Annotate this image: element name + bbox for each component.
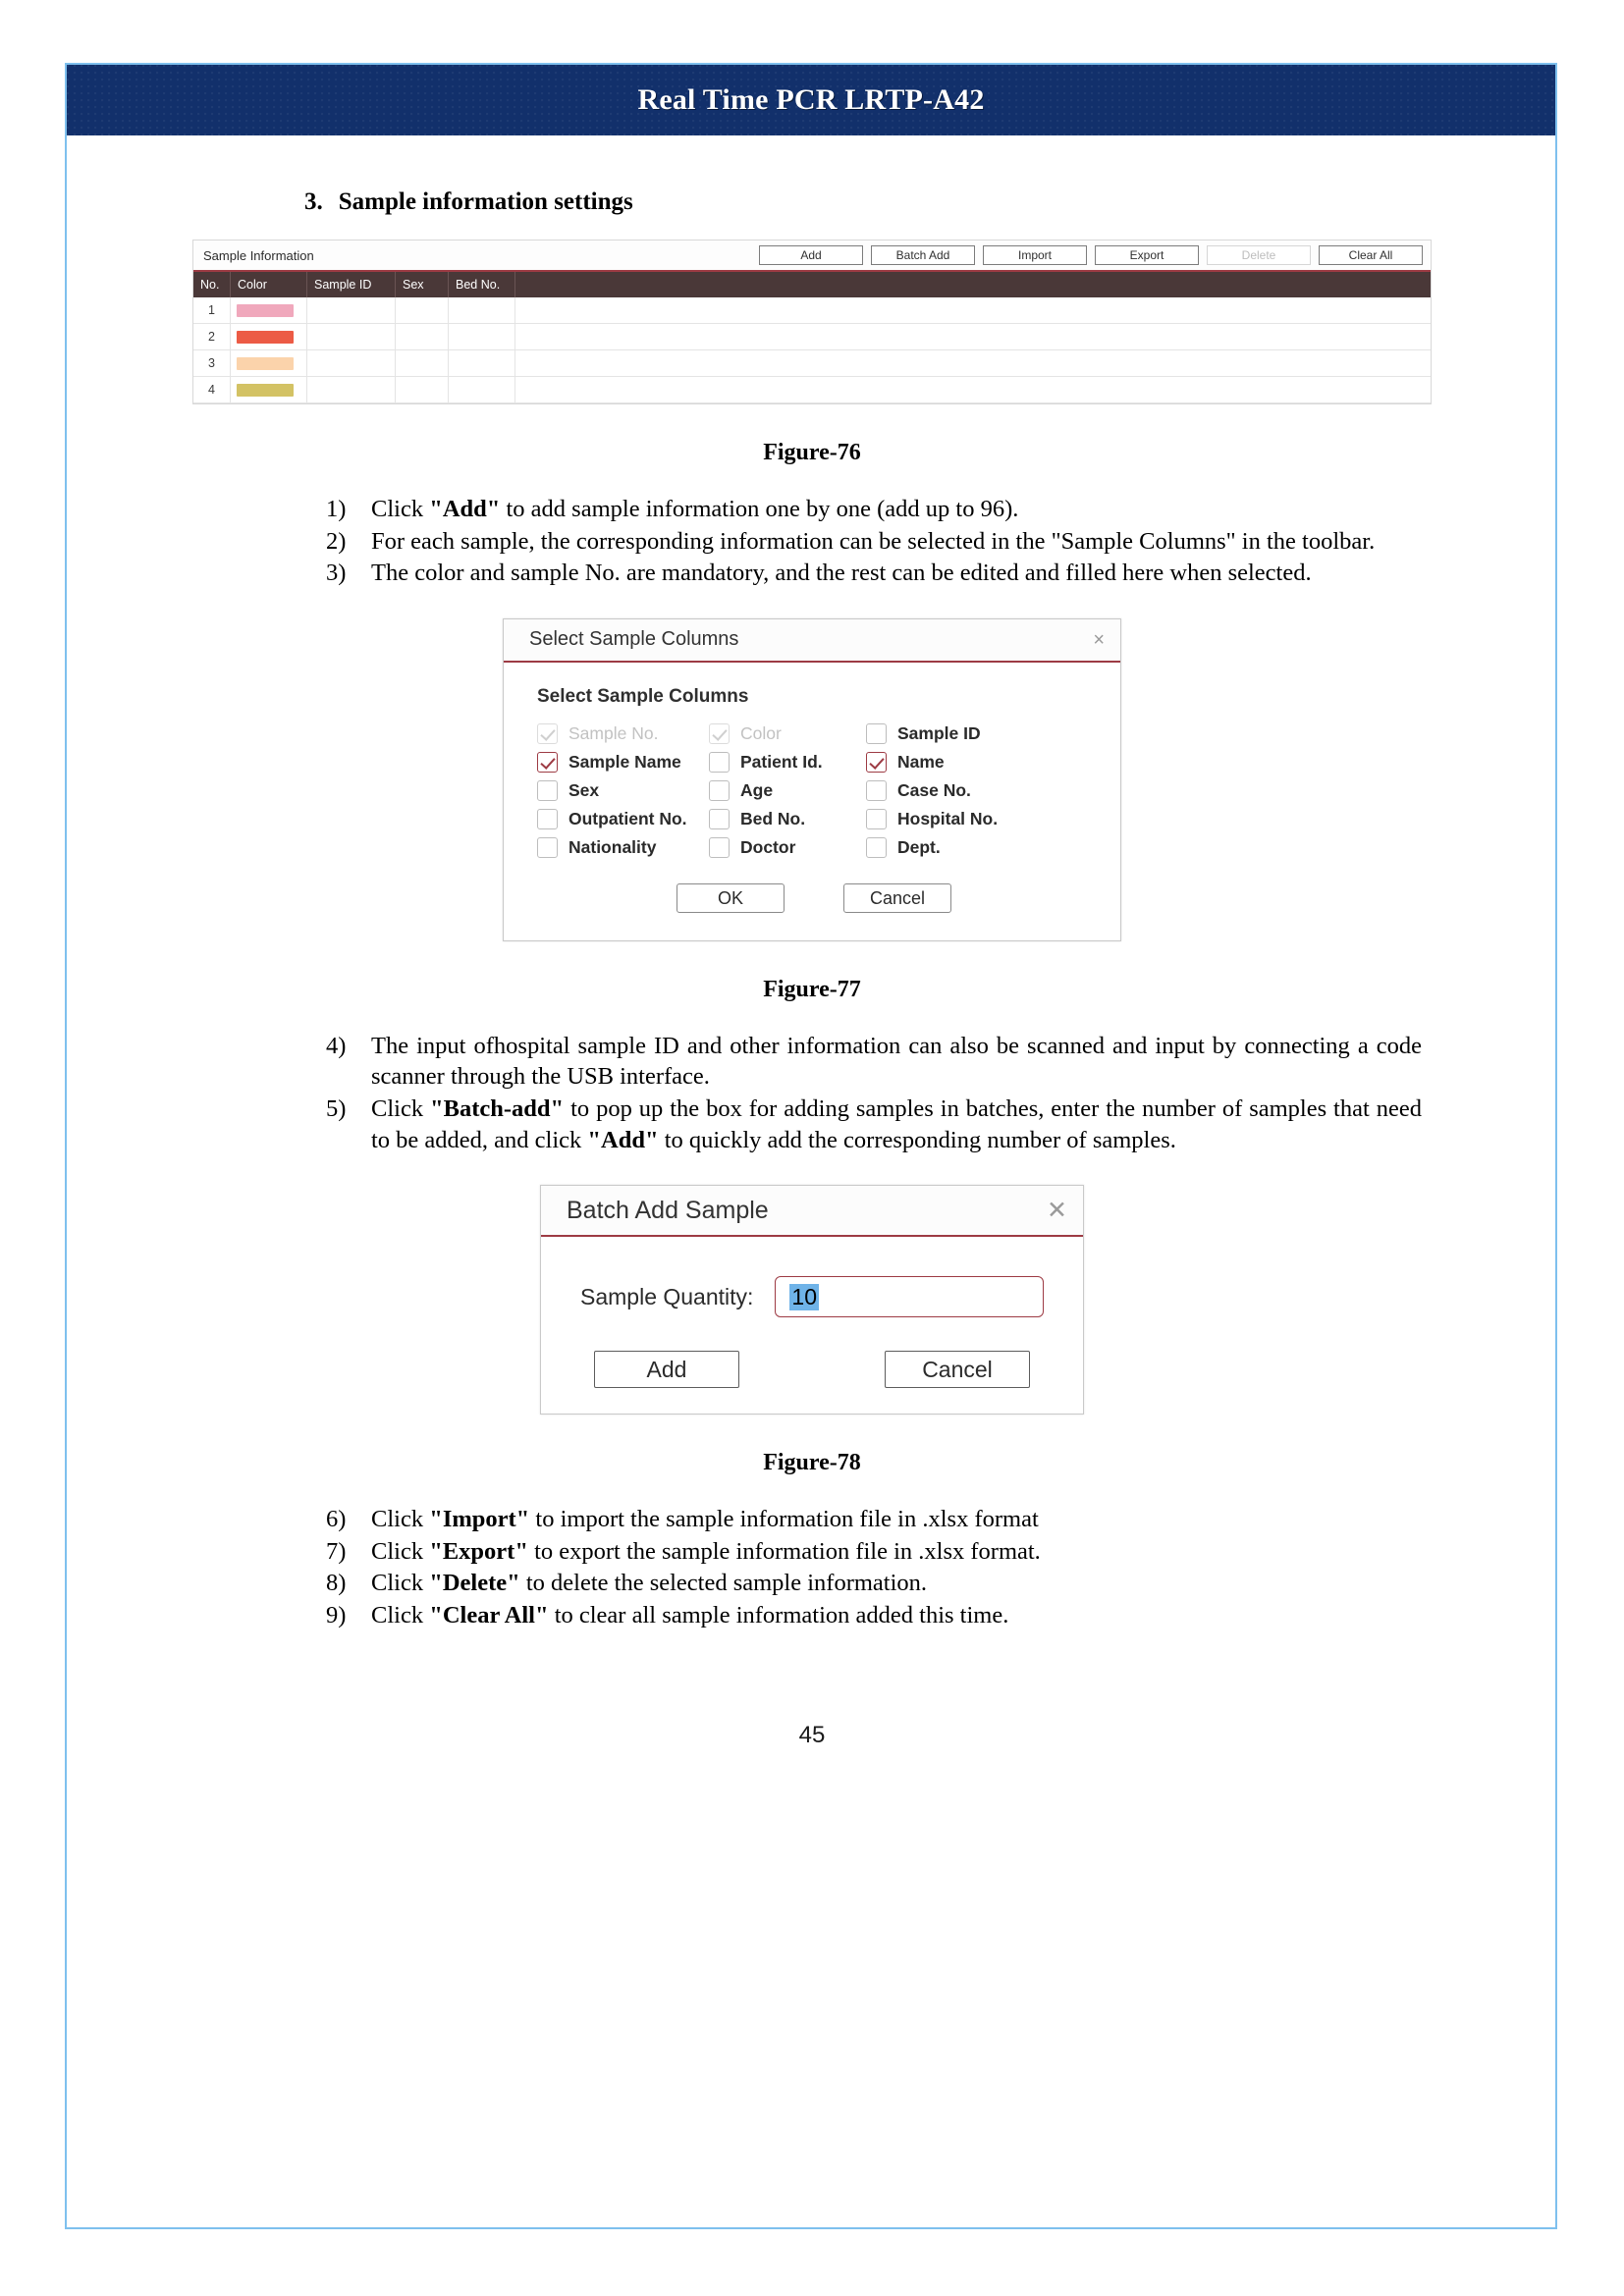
sample-quantity-input[interactable] bbox=[775, 1276, 1044, 1317]
export-button[interactable]: Export bbox=[1095, 245, 1199, 265]
checkbox-outpatient-no[interactable] bbox=[537, 809, 709, 829]
color-swatch bbox=[237, 304, 294, 317]
checkbox-icon bbox=[866, 780, 887, 801]
cell-no: 1 bbox=[193, 297, 231, 323]
cell-filler bbox=[515, 350, 1431, 376]
checkbox-icon bbox=[866, 809, 887, 829]
list-item-text: Click "Delete" to delete the selected sample information. bbox=[371, 1570, 928, 1597]
checkbox-label: Name bbox=[897, 751, 945, 772]
instruction-list-2 bbox=[0, 1031, 1624, 1155]
column-header-sample-id: Sample ID bbox=[307, 272, 396, 297]
color-swatch bbox=[237, 384, 294, 397]
cell-color[interactable] bbox=[231, 297, 307, 323]
figure-77-caption: Figure-77 bbox=[763, 976, 861, 1002]
page-number: 45 bbox=[798, 1721, 826, 1748]
toolbar-button-group bbox=[759, 245, 1423, 265]
checkbox-icon bbox=[866, 837, 887, 858]
cell-no: 4 bbox=[193, 377, 231, 402]
checkbox-icon bbox=[709, 752, 730, 773]
list-item bbox=[326, 1094, 1422, 1155]
checkbox-label: Sample Name bbox=[568, 751, 681, 772]
list-item-text: The input ofhospital sample ID and other information can also be scanned and input by connecting a code scanner through the USB interface. bbox=[371, 1032, 1422, 1091]
cell-sex[interactable] bbox=[396, 350, 449, 376]
table-row[interactable] bbox=[193, 350, 1431, 377]
figure-78-caption: Figure-78 bbox=[763, 1450, 861, 1476]
list-item-text: Click "Add" to add sample information one by one (add up to 96). bbox=[371, 496, 1019, 522]
list-item bbox=[326, 526, 1422, 558]
list-item-marker: 1) bbox=[326, 496, 347, 522]
list-item-marker: 6) bbox=[326, 1506, 347, 1533]
list-item-marker: 9) bbox=[326, 1601, 347, 1629]
checkbox-label: Bed No. bbox=[740, 808, 806, 828]
checkbox-label: Nationality bbox=[568, 836, 657, 857]
checkbox-icon bbox=[709, 723, 730, 744]
cell-bed-no[interactable] bbox=[449, 377, 515, 402]
cell-sample-id[interactable] bbox=[307, 350, 396, 376]
sample-quantity-row bbox=[580, 1276, 1044, 1317]
import-button[interactable]: Import bbox=[983, 245, 1087, 265]
add-button[interactable]: Add bbox=[759, 245, 863, 265]
cell-bed-no[interactable] bbox=[449, 324, 515, 349]
checkbox-icon bbox=[866, 723, 887, 744]
select-sample-columns-dialog bbox=[503, 618, 1121, 941]
list-item bbox=[326, 494, 1422, 525]
cancel-button[interactable]: Cancel bbox=[885, 1351, 1030, 1388]
page-content bbox=[0, 135, 1624, 1749]
cell-sample-id[interactable] bbox=[307, 324, 396, 349]
cancel-button[interactable]: Cancel bbox=[843, 883, 951, 913]
cell-sex[interactable] bbox=[396, 324, 449, 349]
list-item-marker: 3) bbox=[326, 560, 347, 587]
cell-filler bbox=[515, 324, 1431, 349]
checkbox-icon bbox=[537, 752, 558, 773]
table-row[interactable] bbox=[193, 377, 1431, 403]
checkbox-doctor[interactable] bbox=[709, 837, 866, 858]
dialog-button-row bbox=[537, 883, 1091, 919]
dialog-title-bar bbox=[541, 1186, 1083, 1237]
dialog-body bbox=[504, 663, 1120, 940]
list-item-marker: 2) bbox=[326, 527, 347, 555]
checkbox-sample-no bbox=[537, 723, 709, 744]
sample-information-toolbar bbox=[193, 240, 1431, 272]
sample-quantity-value: 10 bbox=[791, 1283, 818, 1309]
dialog-subtitle: Select Sample Columns bbox=[537, 685, 749, 707]
cell-color[interactable] bbox=[231, 350, 307, 376]
clear-all-button[interactable]: Clear All bbox=[1319, 245, 1423, 265]
instruction-list-1 bbox=[0, 494, 1624, 589]
checkbox-nationality[interactable] bbox=[537, 837, 709, 858]
checkbox-label: Doctor bbox=[740, 836, 796, 857]
list-item-marker: 4) bbox=[326, 1032, 347, 1059]
delete-button: Delete bbox=[1207, 245, 1311, 265]
checkbox-icon bbox=[709, 837, 730, 858]
column-header-no: No. bbox=[193, 272, 231, 297]
figure-76-caption: Figure-76 bbox=[763, 440, 861, 465]
list-item-marker: 5) bbox=[326, 1095, 347, 1122]
color-swatch bbox=[237, 331, 294, 344]
column-header-sex: Sex bbox=[396, 272, 449, 297]
checkbox-label: Patient Id. bbox=[740, 751, 823, 772]
cell-no: 2 bbox=[193, 324, 231, 349]
section-heading bbox=[0, 188, 1624, 216]
cell-bed-no[interactable] bbox=[449, 297, 515, 323]
dialog-title-bar bbox=[504, 619, 1120, 663]
figure-76-image bbox=[0, 240, 1624, 404]
column-header-color: Color bbox=[231, 272, 307, 297]
checkbox-label: Outpatient No. bbox=[568, 808, 687, 828]
batch-add-button[interactable]: Batch Add bbox=[871, 245, 975, 265]
panel-label: Sample Information bbox=[203, 247, 314, 263]
checkbox-name[interactable] bbox=[866, 752, 1091, 773]
checkbox-bed-no[interactable] bbox=[709, 809, 866, 829]
cell-sex[interactable] bbox=[396, 377, 449, 402]
list-item-text: Click "Export" to export the sample information file in .xlsx format. bbox=[371, 1537, 1041, 1565]
instruction-list-3 bbox=[0, 1504, 1624, 1630]
figure-78-image bbox=[0, 1185, 1624, 1415]
dialog-button-row bbox=[580, 1351, 1044, 1388]
add-button[interactable]: Add bbox=[594, 1351, 739, 1388]
section-number: 3. bbox=[304, 188, 323, 215]
checkbox-sample-id[interactable] bbox=[866, 723, 1091, 744]
checkbox-label: Color bbox=[740, 722, 782, 743]
checkbox-icon bbox=[537, 809, 558, 829]
cell-no: 3 bbox=[193, 350, 231, 376]
checkbox-label: Age bbox=[740, 779, 774, 800]
cell-sample-id[interactable] bbox=[307, 297, 396, 323]
list-item-text: Click "Clear All" to clear all sample information added this time. bbox=[371, 1601, 1009, 1629]
checkbox-patient-id[interactable] bbox=[709, 752, 866, 773]
checkbox-sample-name[interactable] bbox=[537, 752, 709, 773]
document-title: Real Time PCR LRTP-A42 bbox=[637, 83, 985, 116]
checkbox-label: Hospital No. bbox=[897, 808, 999, 828]
list-item bbox=[326, 1536, 1422, 1568]
list-item-text: For each sample, the corresponding information can be selected in the "Sample Columns" in the toolbar. bbox=[371, 527, 1376, 555]
cell-color[interactable] bbox=[231, 324, 307, 349]
checkbox-label: Case No. bbox=[897, 779, 971, 800]
color-swatch bbox=[237, 357, 294, 370]
list-item-marker: 8) bbox=[326, 1570, 347, 1597]
cell-bed-no[interactable] bbox=[449, 350, 515, 376]
checkbox-icon bbox=[537, 780, 558, 801]
section-title: Sample information settings bbox=[338, 188, 633, 215]
checkbox-label: Sex bbox=[568, 779, 600, 800]
list-item bbox=[326, 1504, 1422, 1535]
checkbox-icon bbox=[537, 837, 558, 858]
checkbox-label: Dept. bbox=[897, 836, 941, 857]
close-icon[interactable]: ✕ bbox=[1047, 1196, 1067, 1224]
dialog-body bbox=[541, 1237, 1083, 1414]
column-header-bed-no: Bed No. bbox=[449, 272, 515, 297]
cell-color[interactable] bbox=[231, 377, 307, 402]
cell-filler bbox=[515, 377, 1431, 402]
ok-button[interactable]: OK bbox=[677, 883, 785, 913]
document-header-banner bbox=[67, 65, 1555, 135]
checkbox-label: Sample ID bbox=[897, 722, 981, 743]
checkbox-dept[interactable] bbox=[866, 837, 1091, 858]
dialog-title: Select Sample Columns bbox=[529, 628, 739, 651]
checkbox-sex[interactable] bbox=[537, 780, 709, 801]
list-item bbox=[326, 558, 1422, 589]
column-header-filler bbox=[515, 272, 1431, 297]
sample-information-panel bbox=[192, 240, 1432, 404]
batch-add-sample-dialog bbox=[540, 1185, 1084, 1415]
table-row[interactable] bbox=[193, 324, 1431, 350]
sample-quantity-label: Sample Quantity: bbox=[580, 1283, 754, 1309]
table-row[interactable] bbox=[193, 297, 1431, 324]
checkbox-age[interactable] bbox=[709, 780, 866, 801]
list-item bbox=[326, 1600, 1422, 1631]
list-item-marker: 7) bbox=[326, 1537, 347, 1565]
list-item bbox=[326, 1568, 1422, 1599]
cell-filler bbox=[515, 297, 1431, 323]
list-item bbox=[326, 1031, 1422, 1093]
checkbox-icon bbox=[866, 752, 887, 773]
dialog-title: Batch Add Sample bbox=[567, 1196, 769, 1224]
checkbox-icon bbox=[709, 809, 730, 829]
list-item-text: Click "Batch-add" to pop up the box for adding samples in batches, enter the number of samples that need to be added, and click "Add" to quickly add the corresponding number of samples. bbox=[371, 1095, 1422, 1153]
table-header-row bbox=[193, 272, 1431, 297]
list-item-text: Click "Import" to import the sample information file in .xlsx format bbox=[371, 1506, 1039, 1533]
sample-columns-checkbox-grid bbox=[537, 723, 1091, 858]
checkbox-color bbox=[709, 723, 866, 744]
cell-sample-id[interactable] bbox=[307, 377, 396, 402]
checkbox-case-no[interactable] bbox=[866, 780, 1091, 801]
cell-sex[interactable] bbox=[396, 297, 449, 323]
close-icon[interactable]: × bbox=[1093, 628, 1105, 651]
checkbox-icon bbox=[709, 780, 730, 801]
figure-77-image bbox=[0, 618, 1624, 941]
checkbox-hospital-no[interactable] bbox=[866, 809, 1091, 829]
checkbox-icon bbox=[537, 723, 558, 744]
list-item-text: The color and sample No. are mandatory, and the rest can be edited and filled here when selected. bbox=[371, 560, 1312, 587]
checkbox-label: Sample No. bbox=[568, 722, 659, 743]
